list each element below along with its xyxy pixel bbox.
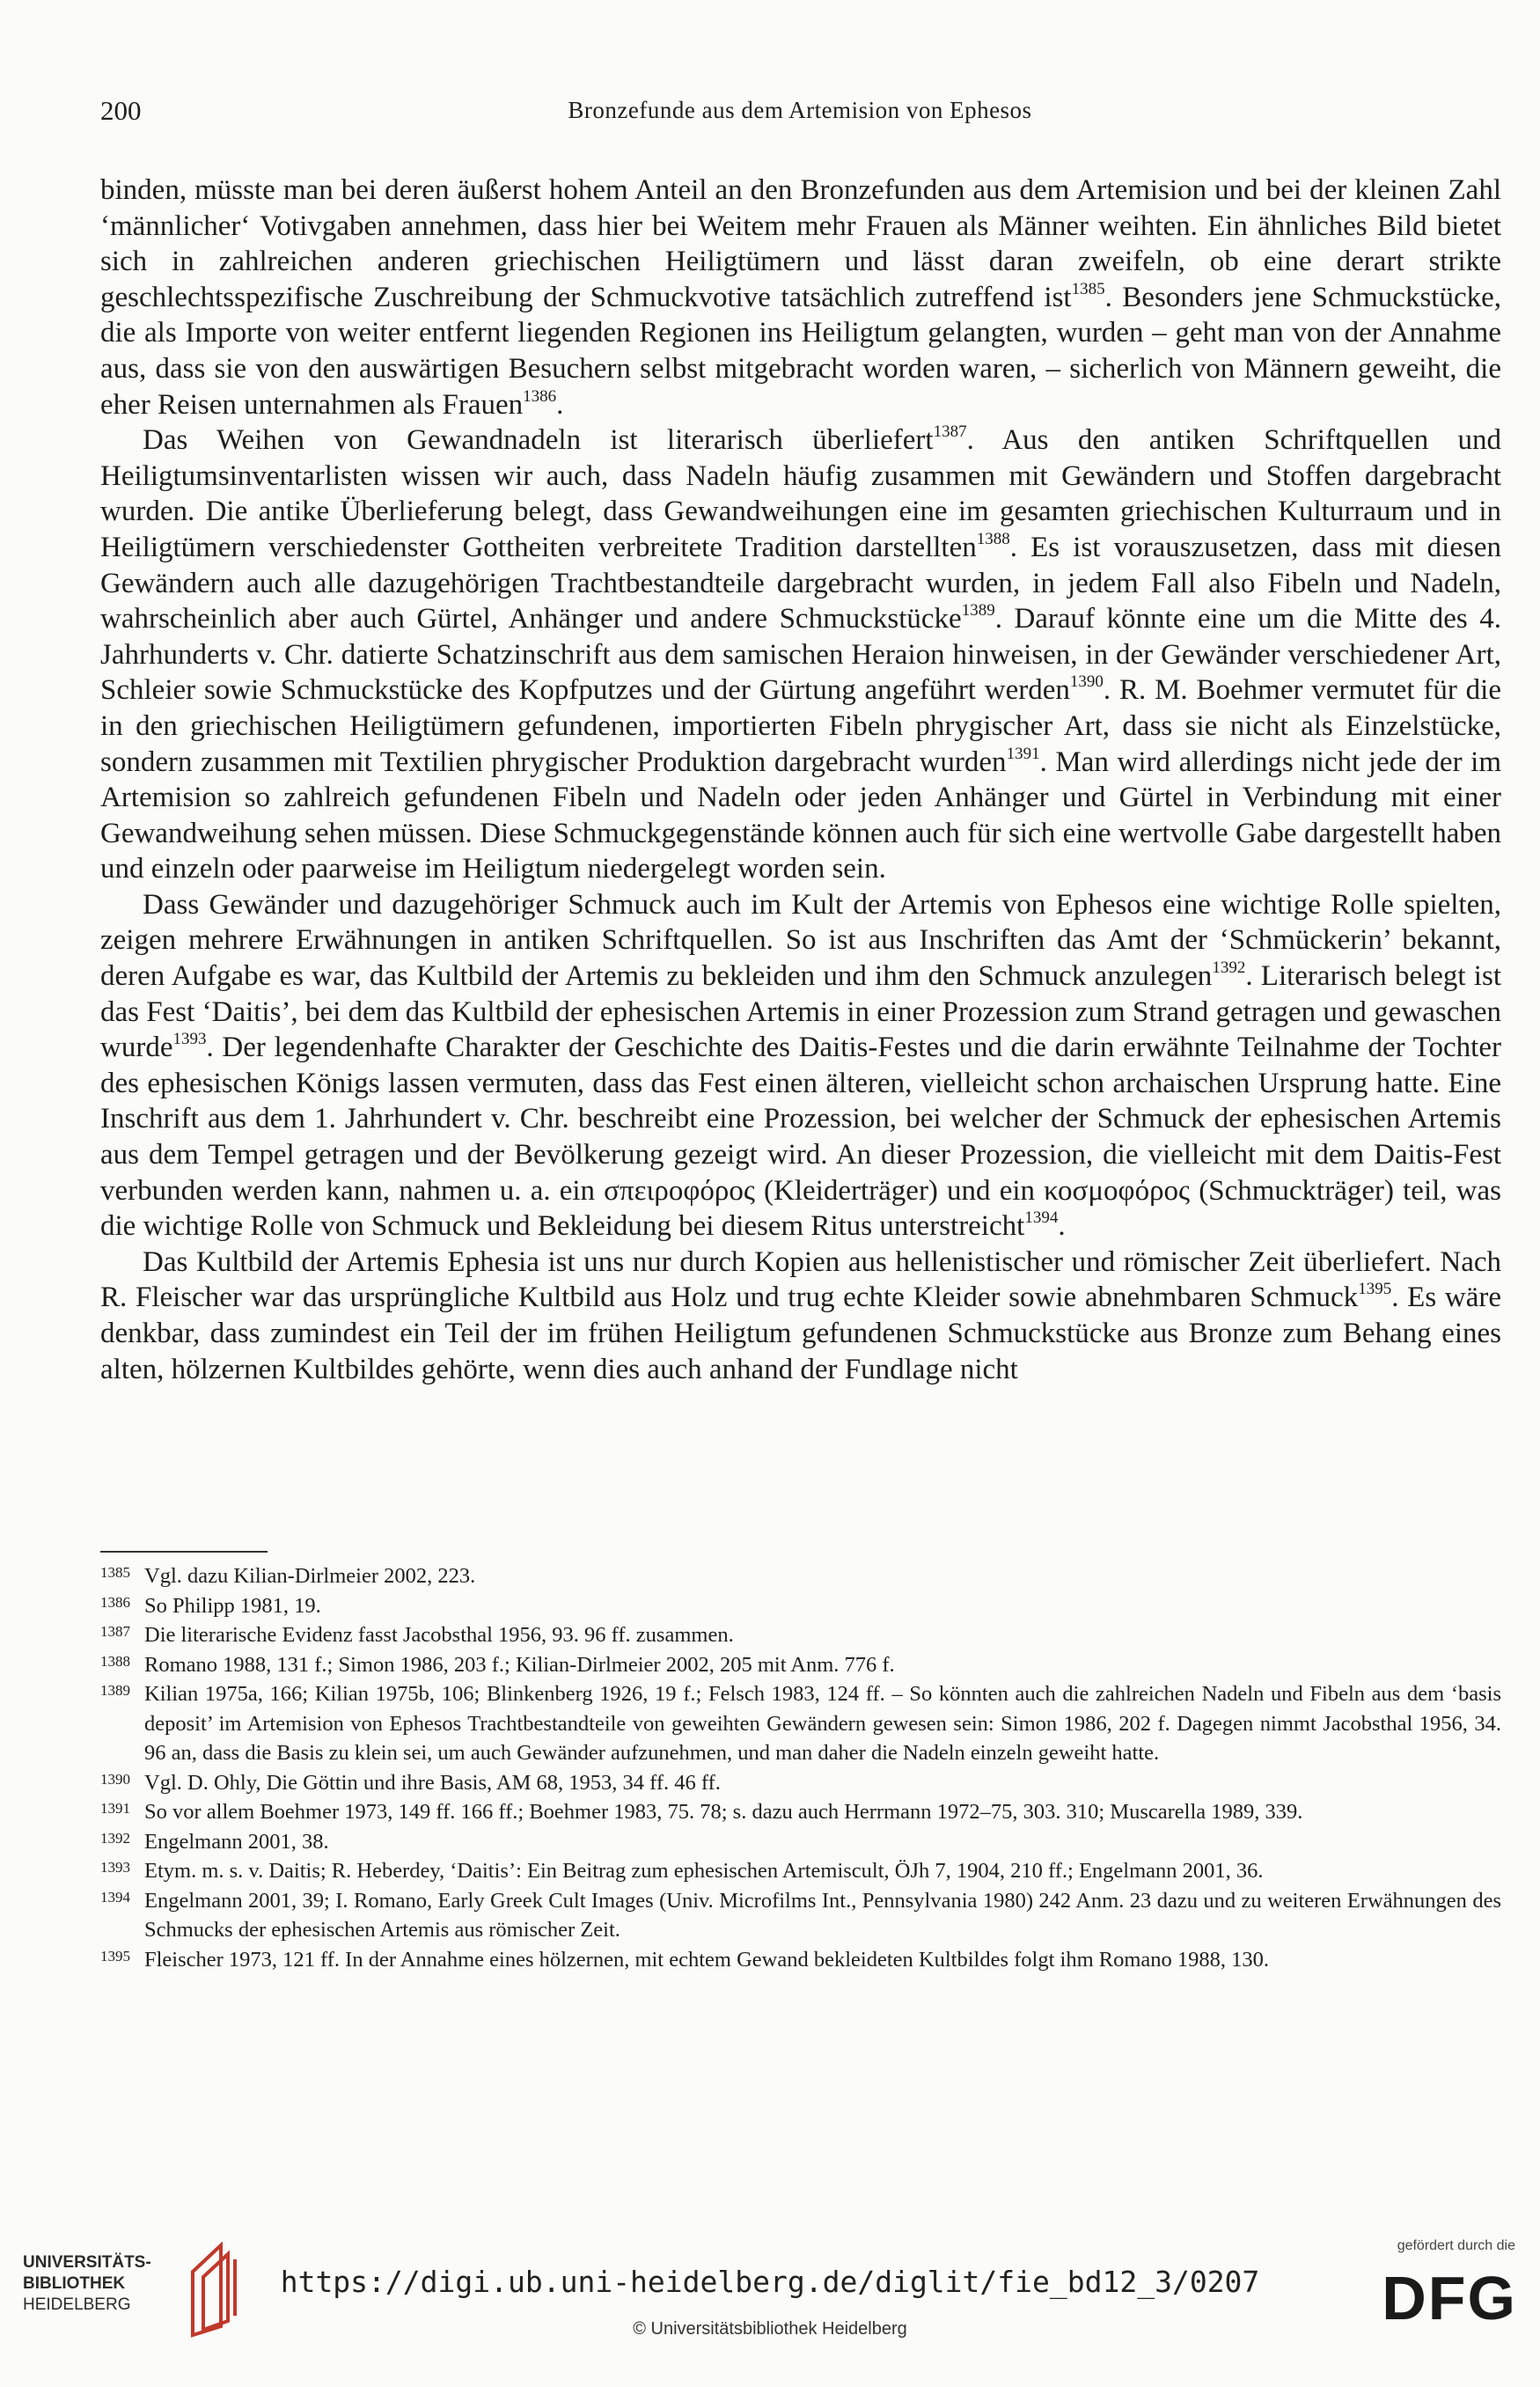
paragraph-text: Das Kultbild der Artemis Ephesia ist uns nur durch Kopien aus hellenistischer und römischer Zeit überliefert. Nach R. Fleischer war das ursprüngliche Kultbild aus Holz und trug echte Kleider sowie abnehmbaren Schmuck bbox=[100, 1245, 1501, 1314]
footnote-number: 1388 bbox=[100, 1652, 130, 1670]
paragraph-text: Das Weihen von Gewandnadeln ist literarisch überliefert bbox=[143, 424, 934, 457]
footnote-reference[interactable]: 1387 bbox=[933, 422, 967, 442]
library-name-line1: UNIVERSITÄTS- bbox=[23, 2253, 151, 2272]
body-text bbox=[100, 173, 1501, 1387]
paragraph-text: . Literarisch belegt ist das Fest ‘Daitis’, bei dem das Kultbild der ephesischen Artemis in einer Prozession zum Strand getragen und gewaschen wurde bbox=[100, 960, 1501, 1064]
footnote-divider bbox=[100, 1551, 268, 1553]
running-head bbox=[100, 95, 1500, 130]
footnote-number: 1390 bbox=[100, 1770, 130, 1788]
body-paragraph bbox=[100, 422, 1501, 887]
footnote-text: Engelmann 2001, 38. bbox=[144, 1829, 329, 1854]
footnote-text: Etym. m. s. v. Daitis; R. Heberdey, ‘Daitis’: Ein Beitrag zum ephesischen Artemiscult, ÖJh 7, 1904, 210 ff.; Engelmann 2001, 36. bbox=[144, 1859, 1264, 1883]
footnote-text: Vgl. dazu Kilian-Dirlmeier 2002, 223. bbox=[144, 1564, 476, 1588]
body-paragraph bbox=[100, 887, 1501, 1245]
footnote-reference[interactable]: 1393 bbox=[172, 1030, 207, 1049]
footnote-text: So vor allem Boehmer 1973, 149 ff. 166 ff.; Boehmer 1983, 75. 78; s. dazu auch Herrmann 1972–75, 303. 310; Muscarella 1989, 339. bbox=[144, 1800, 1303, 1824]
footnote-number: 1385 bbox=[100, 1564, 130, 1581]
footnote-reference[interactable]: 1390 bbox=[1069, 672, 1104, 692]
copyright-notice: © Universitätsbibliothek Heidelberg bbox=[633, 2319, 907, 2339]
footnote bbox=[100, 1945, 1501, 1975]
footnote-text: Fleischer 1973, 121 ff. In der Annahme eines hölzernen, mit echtem Gewand bekleideten Kultbildes folgt ihm Romano 1988, 130. bbox=[144, 1947, 1270, 1972]
footnote bbox=[100, 1886, 1501, 1945]
library-name-line2: BIBLIOTHEK bbox=[23, 2274, 126, 2293]
paragraph-text: . Aus den antiken Schriftquellen und Heiligtumsinventarlisten wissen wir auch, dass Nadeln häufig zusammen mit Gewändern und Stoffen dargebracht wurden. Die antike Überlieferung belegt, dass Gewandweihungen eine im gesamten griechischen Kulturraum und in Heiligtümern verschiedenster Gottheiten verbreitete Tradition darstellten bbox=[100, 424, 1502, 563]
footnote-reference[interactable]: 1388 bbox=[976, 529, 1010, 548]
library-name-line3: HEIDELBERG bbox=[23, 2295, 131, 2314]
source-url-link[interactable]: https://digi.ub.uni-heidelberg.de/diglit/fie_bd12_3/0207 bbox=[280, 2265, 1260, 2299]
footnote-text: Kilian 1975a, 166; Kilian 1975b, 106; Blinkenberg 1926, 19 f.; Felsch 1983, 124 ff. – So könnten auch die zahlreichen Nadeln und Fibeln aus dem ‘basis deposit’ im Artemision von Ephesos Trachtbestandteile von geweihten Gewändern gewesen sein: Simon 1986, 202 f. Dagegen nimmt Jacobsthal 1956, 34. 96 an, dass die Basis zu klein sei, um auch Gewänder aufzunehmen, und man daher die Nadeln einzeln geweiht hatte. bbox=[144, 1682, 1501, 1765]
running-title: Bronzefunde aus dem Artemision von Ephesos bbox=[568, 97, 1032, 123]
footnote-reference[interactable]: 1395 bbox=[1358, 1280, 1392, 1299]
footnote bbox=[100, 1827, 1501, 1857]
footnote-reference[interactable]: 1394 bbox=[1024, 1208, 1059, 1228]
footnote-reference[interactable]: 1385 bbox=[1071, 279, 1105, 298]
footnote-number: 1391 bbox=[100, 1800, 130, 1817]
paragraph-text: . Es wäre denkbar, dass zumindest ein Teil der im frühen Heiligtum gefundenen Schmuckstücke aus Bronze zum Behang eines alten, hölzernen Kultbildes gehörte, wenn dies auch anhand der Fundlage nicht bbox=[100, 1282, 1501, 1385]
body-paragraph bbox=[100, 173, 1501, 422]
paragraph-text: . Man wird allerdings nicht jede der im Artemision so zahlreich gefundenen Fibeln und Nadeln oder jeden Anhänger und Gürtel in Verbindung mit einer Gewandweihung sehen müssen. Diese Schmuckgegenstände können auch für sich eine wertvolle Gabe dargestellt haben und einzeln oder paarweise im Heiligtum niedergelegt worden sein. bbox=[100, 745, 1501, 885]
footnote-number: 1395 bbox=[100, 1947, 130, 1965]
funded-by-label: gefördert durch die bbox=[1397, 2238, 1515, 2253]
footnote bbox=[100, 1679, 1501, 1768]
footnote-reference[interactable]: 1391 bbox=[1006, 744, 1040, 763]
library-logo[interactable] bbox=[23, 2242, 252, 2365]
footnote-text: Engelmann 2001, 39; I. Romano, Early Greek Cult Images (Univ. Microfilms Int., Pennsylvania 1980) 242 Anm. 23 dazu und zu weiteren Erwähnungen des Schmucks der ephesischen Artemis aus römischer Zeit. bbox=[144, 1888, 1501, 1942]
footnote-reference[interactable]: 1389 bbox=[961, 601, 995, 621]
footnote-number: 1389 bbox=[100, 1682, 130, 1699]
page-number: 200 bbox=[100, 95, 142, 126]
footnote-reference[interactable]: 1386 bbox=[523, 386, 557, 406]
footnote bbox=[100, 1620, 1501, 1650]
paragraph-text: . bbox=[556, 388, 564, 421]
footnote-reference[interactable]: 1392 bbox=[1212, 958, 1246, 978]
footnote-number: 1387 bbox=[100, 1623, 130, 1640]
paragraph-text: . Besonders jene Schmuckstücke, die als Importe von weiter entfernt liegenden Regionen ins Heiligtum gelangten, wurden – geht man von der Annahme aus, dass sie von den auswärtigen Besuchern selbst mitgebracht worden waren, – sicherlich von Männern geweiht, die eher Reisen unternahmen als Frauen bbox=[100, 281, 1501, 421]
paragraph-text: . Es ist vorauszusetzen, dass mit diesen Gewändern auch alle dazugehörigen Trachtbestandteile dargebracht wurden, in jedem Fall also Fibeln und Nadeln, wahrscheinlich aber auch Gürtel, Anhänger und andere Schmuckstücke bbox=[100, 531, 1501, 635]
paragraph-text: . Der legendenhafte Charakter der Geschichte des Daitis-Festes und die darin erwähnte Teilnahme der Tochter des ephesischen Königs lassen vermuten, dass das Fest einen älteren, vielleicht schon archaischen Ursprung hatte. Eine Inschrift aus dem 1. Jahrhundert v. Chr. beschreibt eine Prozession, bei welcher der Schmuck der ephesischen Artemis aus dem Tempel getragen und der Bevölkerung gezeigt wird. An dieser Prozession, die vielleicht mit dem Daitis-Fest verbunden werden kann, nahmen u. a. ein σπειροφόρος (Kleiderträger) und ein κοσμοφόρος (Schmuckträger) teil, was die wichtige Rolle von Schmuck und Bekleidung bei diesem Ritus unterstreicht bbox=[100, 1032, 1501, 1243]
footnotes bbox=[100, 1561, 1501, 1974]
footnote-number: 1394 bbox=[100, 1888, 130, 1906]
footnote-text: Vgl. D. Ohly, Die Göttin und ihre Basis, AM 68, 1953, 34 ff. 46 ff. bbox=[144, 1770, 721, 1795]
footnote-number: 1393 bbox=[100, 1859, 130, 1876]
paragraph-text: . Darauf könnte eine um die Mitte des 4. Jahrhunderts v. Chr. datierte Schatzinschrift aus dem samischen Heraion hinweisen, in der Gewänder verschiedener Art, Schleier sowie Schmuckstücke des Kopfputzes und der Gürtung angeführt werden bbox=[100, 603, 1502, 707]
digitization-footer bbox=[0, 2231, 1540, 2387]
footnote bbox=[100, 1561, 1501, 1591]
footnote bbox=[100, 1856, 1501, 1886]
footnote-text: So Philipp 1981, 19. bbox=[144, 1593, 321, 1618]
footnote-text: Romano 1988, 131 f.; Simon 1986, 203 f.; Kilian-Dirlmeier 2002, 205 mit Anm. 776 f. bbox=[144, 1652, 895, 1677]
footnote bbox=[100, 1768, 1501, 1798]
paragraph-text: . R. M. Boehmer vermutet für die in den griechischen Heiligtümern gefundenen, importierten Fibeln phrygischer Art, dass sie nicht als Einzelstücke, sondern zusammen mit Textilien phrygischer Produktion dargebracht wurden bbox=[100, 674, 1501, 778]
footnote bbox=[100, 1591, 1501, 1621]
paragraph-text: Dass Gewänder und dazugehöriger Schmuck auch im Kult der Artemis von Ephesos eine wichtige Rolle spielten, zeigen mehrere Erwähnungen in antiken Schriftquellen. So ist aus Inschriften das Amt der ‘Schmückerin’ bekannt, deren Aufgabe es war, das Kultbild der Artemis zu bekleiden und ihm den Schmuck anzulegen bbox=[100, 888, 1501, 993]
body-paragraph bbox=[100, 1245, 1501, 1387]
dfg-logo[interactable]: DFG bbox=[1382, 2264, 1517, 2332]
paragraph-text: . bbox=[1058, 1210, 1066, 1243]
footnote bbox=[100, 1797, 1501, 1827]
footnote bbox=[100, 1650, 1501, 1680]
footnote-text: Die literarische Evidenz fasst Jacobsthal 1956, 93. 96 ff. zusammen. bbox=[144, 1623, 734, 1647]
paragraph-text: binden, müsste man bei deren äußerst hohem Anteil an den Bronzefunden aus dem Artemision und bei der kleinen Zahl ‘männlicher‘ Votivgaben annehmen, dass hier bei Weitem mehr Frauen als Männer weihten. Ein ähnliches Bild bietet sich in zahlreichen anderen griechischen Heiligtümern und lässt daran zweifeln, ob eine derart strikte geschlechtsspezifische Zuschreibung der Schmuckvotive tatsächlich zutreffend ist bbox=[100, 174, 1501, 313]
footnote-number: 1386 bbox=[100, 1593, 130, 1611]
footnote-number: 1392 bbox=[100, 1829, 130, 1847]
